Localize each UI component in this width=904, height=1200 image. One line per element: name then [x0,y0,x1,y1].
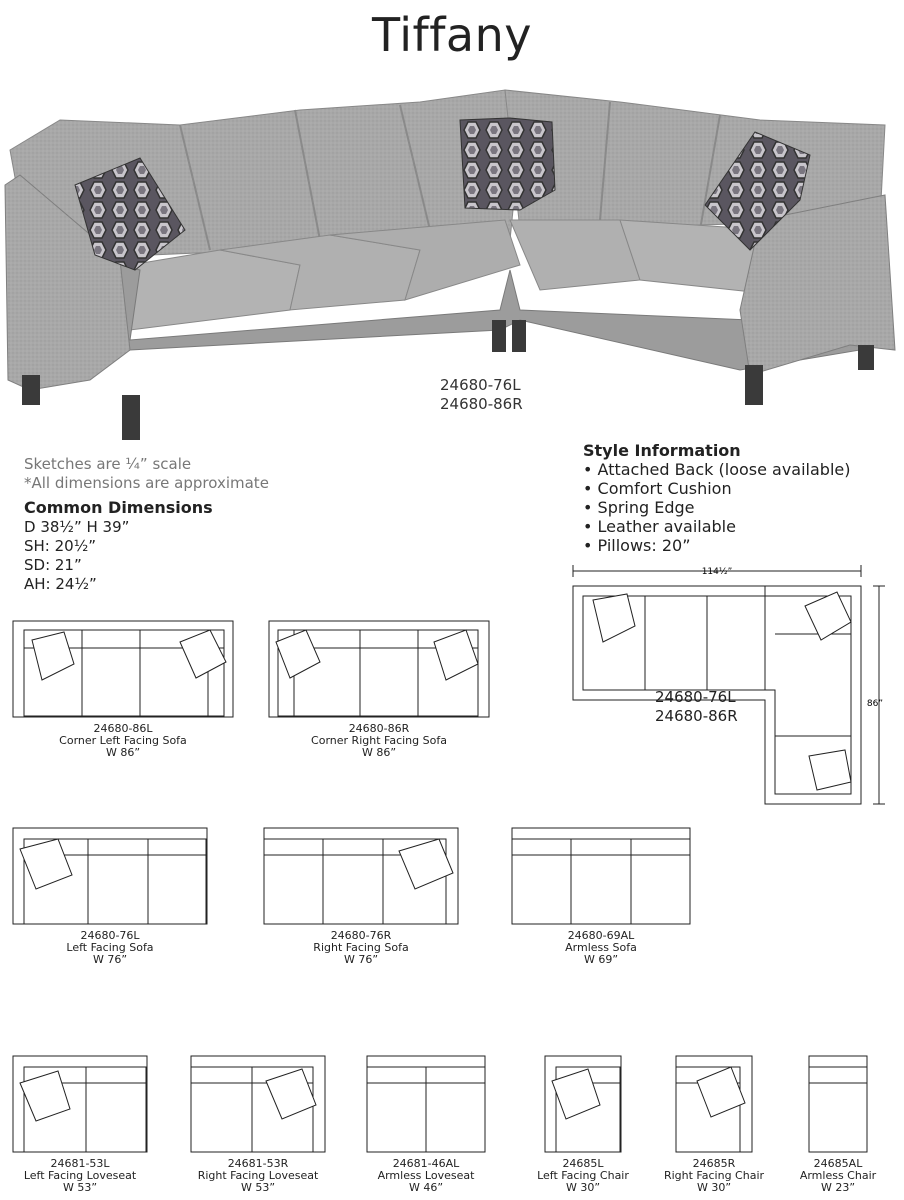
piece-caption [268,723,490,759]
scale-note: Sketches are ¼” scale [24,455,192,473]
piece-sketch-24685L [544,1055,622,1155]
pillow-icon [276,630,320,678]
piece-sketch-24680-69AL [511,827,691,927]
piece-sketch-24685AL [808,1055,868,1155]
piece-sku: 24681-53L [50,1157,110,1170]
pillow-icon [32,632,74,680]
pillow-icon [180,630,226,678]
dimension-line: SH: 20½” [24,537,97,555]
common-dimensions-heading: Common Dimensions [24,498,213,517]
piece-name: Left Facing Loveseat [23,1169,137,1182]
style-information-heading: Style Information [583,441,741,460]
approx-note: *All dimensions are approximate [24,474,269,492]
sectional-plan-sketch [565,560,895,810]
piece-sketch-24685R [675,1055,753,1155]
pillow-icon [593,594,635,642]
common-dimensions-list [24,518,129,594]
piece-sketch-24681-46AL [366,1055,486,1155]
piece-name: Armless Loveseat [377,1169,475,1182]
hero-sku: 24680-86R [440,395,523,413]
scale-notes [24,455,269,493]
piece-name: Armless Sofa [565,941,637,954]
piece-caption [12,723,234,759]
piece-sku: 24680-76R [330,929,392,942]
pillow-icon [20,839,72,889]
style-item: • Comfort Cushion [583,479,851,498]
piece-sku: 24680-76L [80,929,140,942]
style-item: • Spring Edge [583,498,851,517]
piece-sku: 24685AL [813,1157,863,1170]
piece-caption [180,1158,336,1194]
style-item: • Pillows: 20” [583,536,851,555]
pillow-icon [809,750,851,790]
dimension-line: AH: 24½” [24,575,97,593]
piece-name: Left Facing Sofa [66,941,154,954]
piece-caption [356,1158,496,1194]
piece-caption [511,930,691,966]
piece-width: W 86” [361,746,397,759]
piece-caption [528,1158,638,1194]
piece-sketch-24680-76R [263,827,459,927]
pillow-icon [805,592,851,640]
piece-name: Right Facing Sofa [313,941,409,954]
piece-caption [12,930,208,966]
piece-name: Corner Right Facing Sofa [311,734,447,747]
piece-sketch-24680-76L [12,827,208,927]
piece-width: W 53” [240,1181,276,1194]
style-item: • Attached Back (loose available) [583,460,851,479]
piece-width: W 30” [696,1181,732,1194]
piece-name: Right Facing Chair [663,1169,765,1182]
dimension-line: D 38½” H 39” [24,518,130,536]
piece-sku: 24680-86L [93,722,153,735]
piece-caption [654,1158,774,1194]
piece-sketch-24681-53R [190,1055,326,1155]
piece-caption [790,1158,886,1194]
piece-sku: 24680-86R [348,722,410,735]
piece-sketch-24680-86L [12,620,234,720]
sectional-plan-skus [655,688,738,726]
dimension-line: SD: 21” [24,556,82,574]
piece-width: W 76” [343,953,379,966]
pillow-icon [552,1069,600,1119]
piece-width: W 53” [62,1181,98,1194]
piece-sku: 24680-69AL [567,929,635,942]
piece-sketch-24681-53L [12,1055,148,1155]
width-label: 114½” [701,567,733,577]
pillow-icon [434,630,478,680]
piece-sku: 24685R [692,1157,736,1170]
sectional-sku: 24680-86R [655,707,738,725]
piece-sku: 24681-53R [227,1157,289,1170]
piece-sku: 24685L [562,1157,604,1170]
piece-width: W 46” [408,1181,444,1194]
piece-width: W 23” [820,1181,856,1194]
pillow-icon [20,1071,70,1121]
hero-sku-list [440,376,523,414]
piece-name: Left Facing Chair [537,1169,629,1182]
piece-width: W 69” [583,953,619,966]
pillow-icon [399,839,453,889]
piece-caption [4,1158,156,1194]
page-title: Tiffany [372,8,532,62]
piece-sketch-24680-86R [268,620,490,720]
piece-name: Right Facing Loveseat [197,1169,319,1182]
piece-width: W 30” [565,1181,601,1194]
style-item: • Leather available [583,517,851,536]
piece-caption [263,930,459,966]
piece-width: W 76” [92,953,128,966]
style-information-list [583,460,851,555]
piece-name: Armless Chair [799,1169,877,1182]
pillow-icon [266,1069,316,1119]
sectional-sku: 24680-76L [655,688,736,706]
depth-label: 86” [866,699,883,709]
piece-name: Corner Left Facing Sofa [59,734,187,747]
hero-sku: 24680-76L [440,376,521,394]
pillow-icon [697,1067,745,1117]
piece-sku: 24681-46AL [392,1157,460,1170]
piece-width: W 86” [105,746,141,759]
